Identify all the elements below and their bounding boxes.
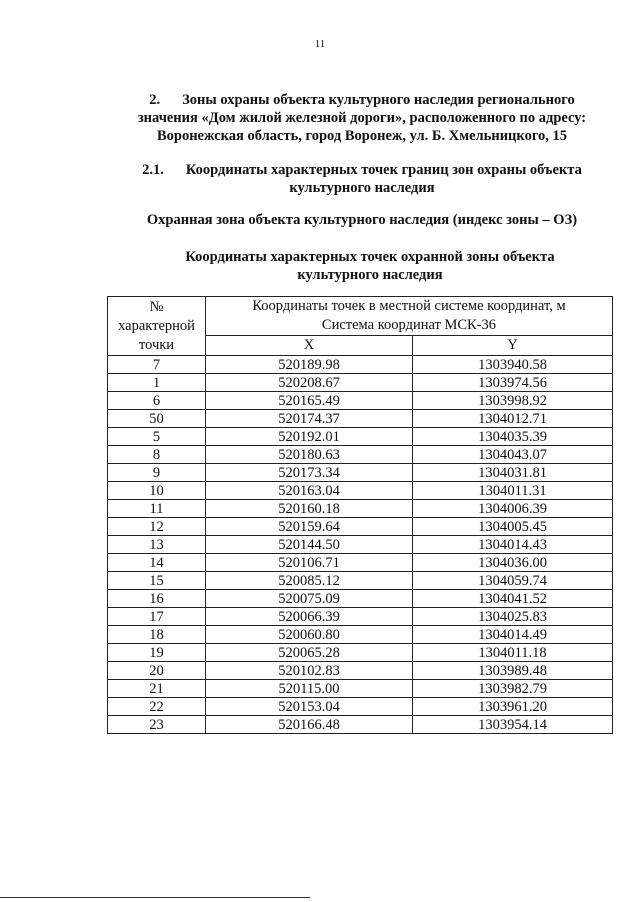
table-row <box>108 698 613 716</box>
table-row <box>108 446 613 464</box>
table-row <box>108 536 613 554</box>
cell-x: 520153.04 <box>206 698 413 716</box>
cell-point: 15 <box>108 572 206 590</box>
table-row <box>108 464 613 482</box>
cell-point: 12 <box>108 518 206 536</box>
cell-point: 13 <box>108 536 206 554</box>
table-row <box>108 518 613 536</box>
section-2-heading <box>112 91 612 145</box>
cell-y: 1304012.71 <box>413 410 613 428</box>
cell-y: 1304011.18 <box>413 644 613 662</box>
cell-point: 5 <box>108 428 206 446</box>
cell-y: 1304059.74 <box>413 572 613 590</box>
table-heading <box>140 248 600 284</box>
table-row <box>108 572 613 590</box>
section-2-1-number: 2.1. <box>142 162 164 178</box>
table-heading-line-2: культурного наследия <box>297 267 443 283</box>
section-2-line-2: значения «Дом жилой железной дороги», расположенного по адресу: <box>137 110 587 126</box>
cell-x: 520163.04 <box>206 482 413 500</box>
cell-x: 520115.00 <box>206 680 413 698</box>
coords-column-header: Координаты точек в местной системе координат, м Система координат МСК-36 <box>206 297 613 336</box>
cell-x: 520159.64 <box>206 518 413 536</box>
cell-point: 7 <box>108 356 206 374</box>
section-2-1-heading <box>112 161 612 197</box>
cell-y: 1304043.07 <box>413 446 613 464</box>
zone-heading: Охранная зона объекта культурного наследия (индекс зоны – ОЗ) <box>146 212 578 228</box>
cell-point: 10 <box>108 482 206 500</box>
cell-point: 17 <box>108 608 206 626</box>
cell-y: 1304036.00 <box>413 554 613 572</box>
cell-x: 520085.12 <box>206 572 413 590</box>
section-2-line-3: Воронежская область, город Воронеж, ул. Б. Хмельницкого, 15 <box>156 128 568 144</box>
table-row <box>108 680 613 698</box>
cell-y: 1304011.31 <box>413 482 613 500</box>
cell-point: 1 <box>108 374 206 392</box>
cell-y: 1303998.92 <box>413 392 613 410</box>
cell-y: 1303961.20 <box>413 698 613 716</box>
table-header-row <box>108 297 613 336</box>
cell-y: 1303989.48 <box>413 662 613 680</box>
table-row <box>108 482 613 500</box>
page-number: 11 <box>314 38 326 50</box>
section-2-line-1: 2. Зоны охраны объекта культурного наследия регионального <box>149 92 575 108</box>
cell-x: 520075.09 <box>206 590 413 608</box>
cell-point: 16 <box>108 590 206 608</box>
cell-y: 1304014.43 <box>413 536 613 554</box>
table-row <box>108 626 613 644</box>
section-2-number: 2. <box>149 92 161 108</box>
cell-point: 6 <box>108 392 206 410</box>
section-2-1-line-1: 2.1. Координаты характерных точек границ зон охраны объекта <box>142 162 582 178</box>
cell-point: 8 <box>108 446 206 464</box>
cell-point: 9 <box>108 464 206 482</box>
table-body <box>108 356 613 734</box>
cell-point: 50 <box>108 410 206 428</box>
coordinates-table <box>107 296 613 734</box>
table-row <box>108 554 613 572</box>
cell-x: 520106.71 <box>206 554 413 572</box>
cell-y: 1303982.79 <box>413 680 613 698</box>
table-row <box>108 662 613 680</box>
cell-y: 1304041.52 <box>413 590 613 608</box>
cell-point: 20 <box>108 662 206 680</box>
table-row <box>108 392 613 410</box>
cell-x: 520144.50 <box>206 536 413 554</box>
cell-y: 1304005.45 <box>413 518 613 536</box>
table-row <box>108 590 613 608</box>
table-row <box>108 608 613 626</box>
table-row <box>108 716 613 734</box>
cell-x: 520173.34 <box>206 464 413 482</box>
cell-y: 1304006.39 <box>413 500 613 518</box>
cell-y: 1303954.14 <box>413 716 613 734</box>
cell-y: 1304031.81 <box>413 464 613 482</box>
table-row <box>108 410 613 428</box>
table-heading-line-1: Координаты характерных точек охранной зоны объекта <box>185 249 555 265</box>
table-row <box>108 644 613 662</box>
cell-x: 520165.49 <box>206 392 413 410</box>
cell-x: 520066.39 <box>206 608 413 626</box>
table-row <box>108 428 613 446</box>
cell-point: 23 <box>108 716 206 734</box>
y-column-header: Y <box>413 336 613 356</box>
cell-x: 520060.80 <box>206 626 413 644</box>
cell-x: 520180.63 <box>206 446 413 464</box>
cell-y: 1303974.56 <box>413 374 613 392</box>
table-row <box>108 500 613 518</box>
x-column-header: X <box>206 336 413 356</box>
cell-y: 1304014.49 <box>413 626 613 644</box>
cell-point: 18 <box>108 626 206 644</box>
cell-point: 22 <box>108 698 206 716</box>
table-row <box>108 356 613 374</box>
cell-x: 520166.48 <box>206 716 413 734</box>
footnote-divider <box>0 897 310 898</box>
cell-x: 520160.18 <box>206 500 413 518</box>
section-2-1-line-2: культурного наследия <box>289 180 435 196</box>
cell-point: 19 <box>108 644 206 662</box>
cell-x: 520065.28 <box>206 644 413 662</box>
cell-point: 11 <box>108 500 206 518</box>
cell-point: 14 <box>108 554 206 572</box>
point-column-header: № характерной точки <box>108 297 206 356</box>
cell-x: 520208.67 <box>206 374 413 392</box>
cell-x: 520174.37 <box>206 410 413 428</box>
cell-x: 520192.01 <box>206 428 413 446</box>
table-row <box>108 374 613 392</box>
cell-x: 520189.98 <box>206 356 413 374</box>
cell-y: 1304035.39 <box>413 428 613 446</box>
cell-x: 520102.83 <box>206 662 413 680</box>
cell-y: 1303940.58 <box>413 356 613 374</box>
cell-point: 21 <box>108 680 206 698</box>
cell-y: 1304025.83 <box>413 608 613 626</box>
